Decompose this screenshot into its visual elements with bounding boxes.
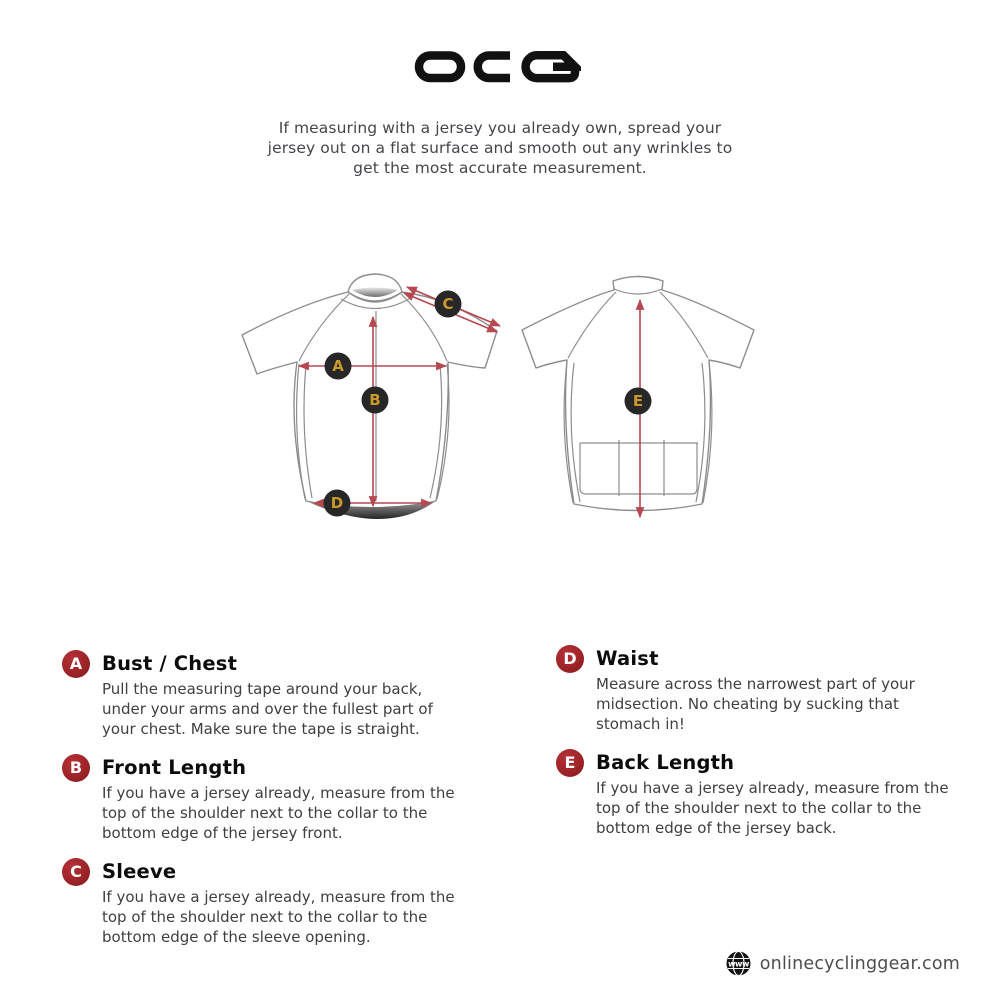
logo-letter-o [419, 56, 461, 79]
globe-www-icon [725, 950, 752, 977]
marker-letter-d: D [330, 494, 344, 512]
marker-letter-b: B [369, 391, 381, 409]
section-desc-bust-chest: Pull the measuring tape around your back, under your arms and over the fullest part of your chest. Make sure the tape is straight. [102, 680, 433, 738]
section-desc-sleeve: If you have a jersey already, measure from the top of the shoulder next to the collar to the bottom edge of the sleeve opening. [102, 888, 455, 946]
intro-line-2: jersey out on a flat surface and smooth out any wrinkles to [267, 139, 733, 157]
section-title-sleeve: Sleeve [102, 860, 177, 883]
section-title-back-length: Back Length [596, 751, 735, 774]
section-sleeve [62, 860, 498, 947]
section-desc-front-length: If you have a jersey already, measure from the top of the shoulder next to the collar to the bottom edge of the jersey front. [102, 784, 455, 842]
intro-paragraph [0, 118, 1000, 178]
ocg-logo-graphic [413, 48, 581, 86]
logo-letter-g [526, 55, 575, 78]
svg-text:www: www [727, 959, 749, 969]
size-measurement-diagram [200, 256, 800, 568]
badge-a: A [62, 650, 90, 678]
badge-e: E [556, 749, 584, 777]
measurement-descriptions-left [62, 652, 498, 964]
marker-letter-c: C [442, 295, 454, 313]
ocg-logo [413, 48, 581, 86]
section-front-length [62, 756, 498, 843]
section-title-front-length: Front Length [102, 756, 247, 779]
section-desc-back-length: If you have a jersey already, measure from the top of the shoulder next to the collar to the bottom edge of the jersey back. [596, 779, 949, 837]
footer-website-link[interactable]: onlinecyclinggear.com [759, 953, 960, 974]
section-bust-chest [62, 652, 498, 739]
marker-letter-e: E [632, 392, 644, 410]
badge-c: C [62, 858, 90, 886]
section-waist [556, 647, 960, 734]
logo-letter-c [478, 56, 510, 79]
section-back-length [556, 751, 960, 838]
section-title-waist: Waist [596, 647, 659, 670]
intro-line-1: If measuring with a jersey you already own, spread your [278, 119, 722, 137]
badge-b: B [62, 754, 90, 782]
badge-d: D [556, 645, 584, 673]
intro-line-3: get the most accurate measurement. [353, 159, 647, 177]
footer [725, 950, 960, 977]
section-title-bust-chest: Bust / Chest [102, 652, 238, 675]
section-desc-waist: Measure across the narrowest part of your midsection. No cheating by sucking that stomach in! [596, 675, 915, 733]
measurement-descriptions-right [556, 647, 960, 855]
marker-letter-a: A [332, 357, 344, 375]
